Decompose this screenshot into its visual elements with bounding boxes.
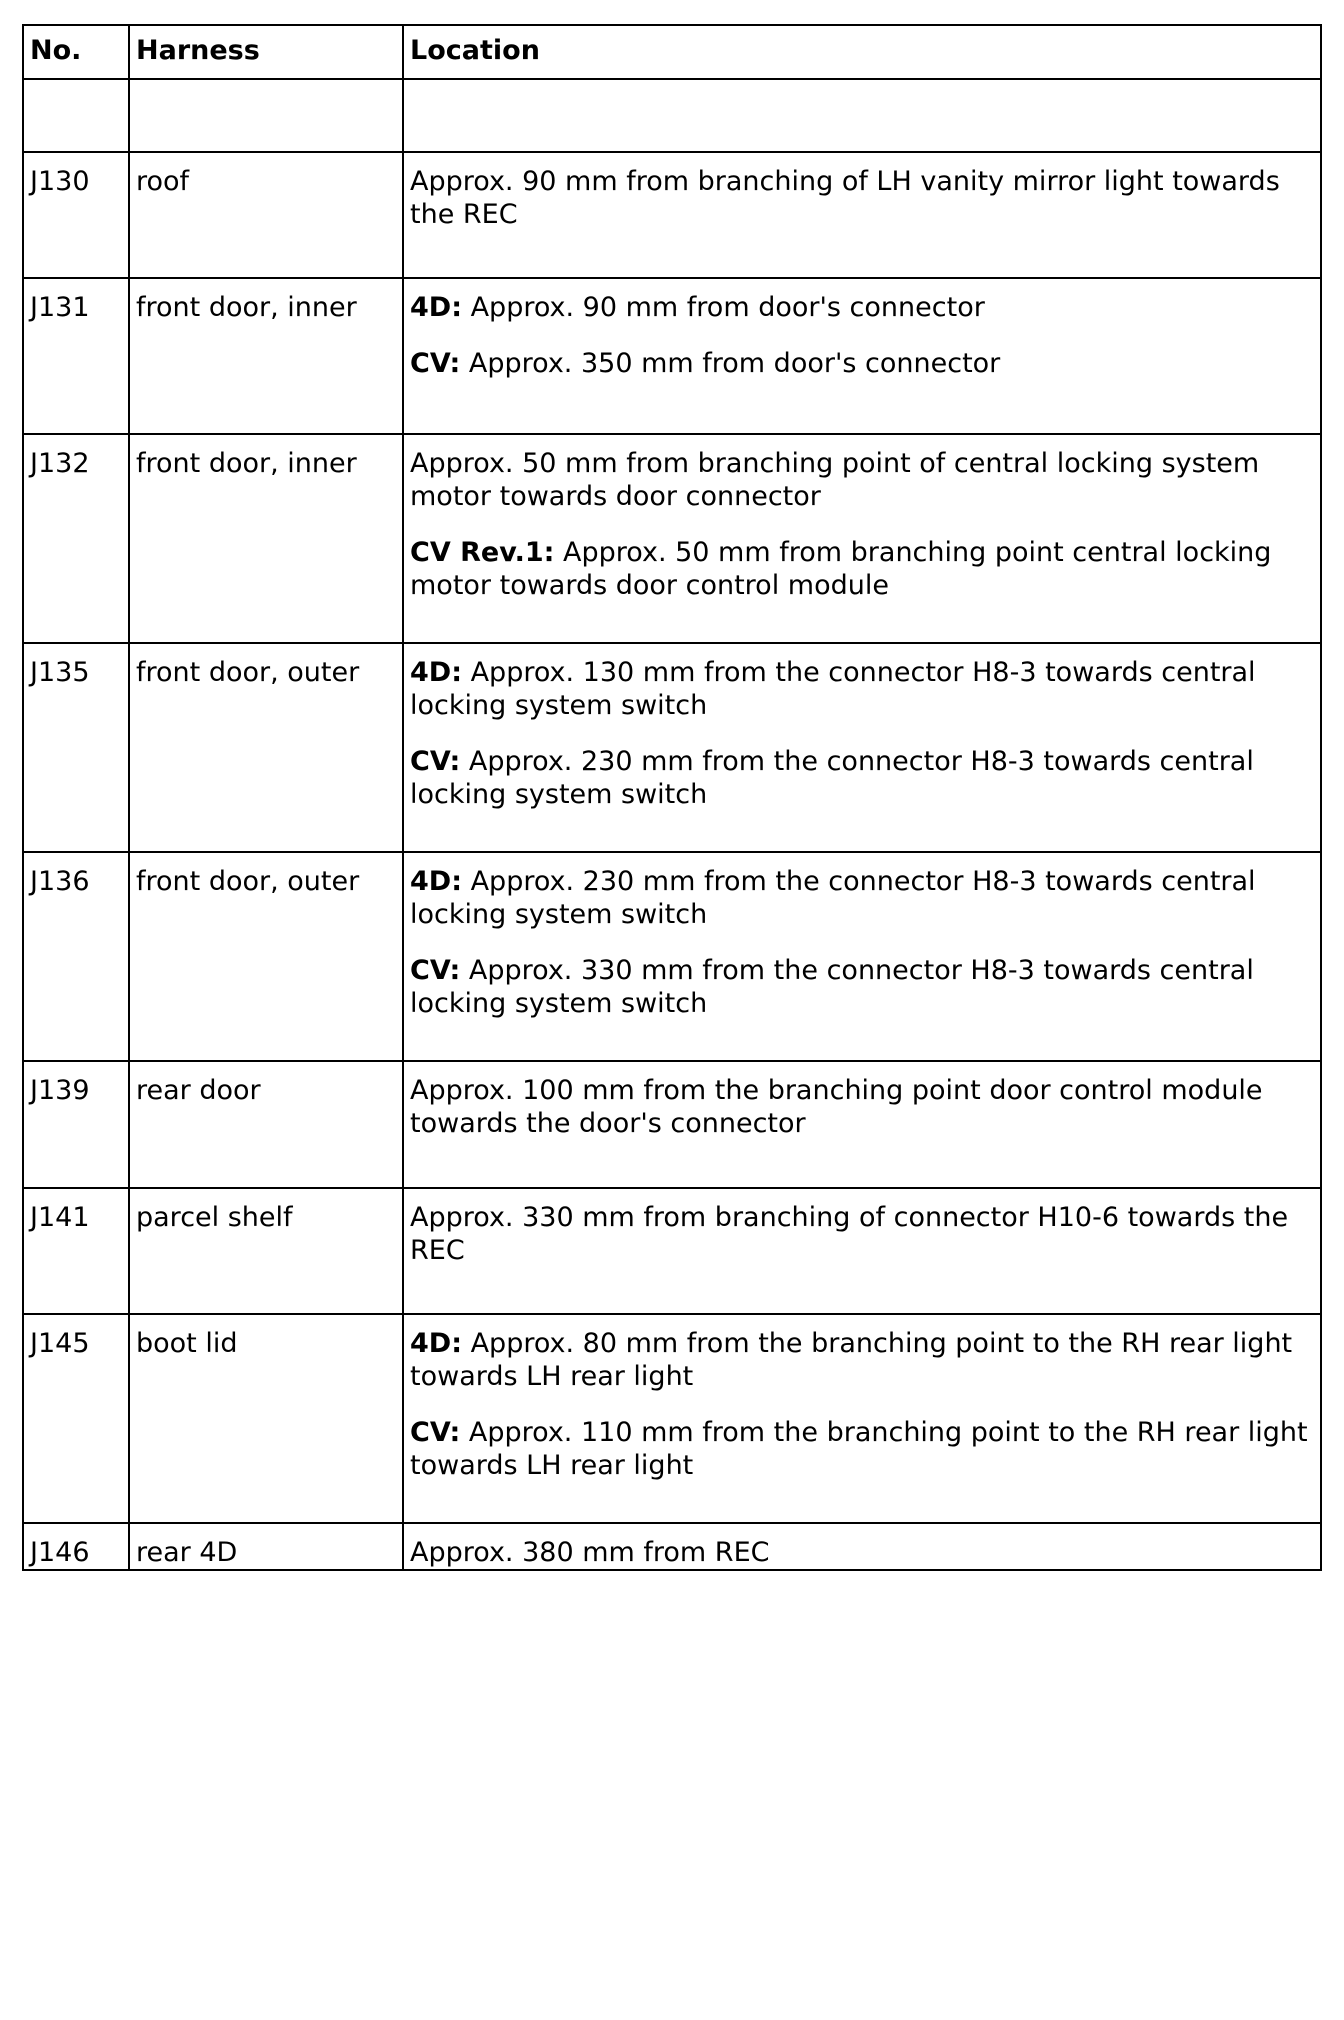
location-text: Approx. 100 mm from the branching point door control module towards the door's connector [410, 1075, 1263, 1139]
location-text: Approx. 130 mm from the connector H8-3 towards central locking system switch [410, 657, 1256, 721]
cell-no: J130 [23, 152, 129, 278]
cell-harness [129, 79, 403, 152]
location-text: Approx. 110 mm from the branching point to the RH rear light towards LH rear light [410, 1417, 1308, 1481]
location-paragraph [410, 1074, 1314, 1140]
cell-no: J136 [23, 852, 129, 1061]
location-paragraph [410, 165, 1314, 231]
location-paragraph [410, 865, 1314, 931]
location-variant-label: 4D: [410, 292, 462, 323]
cell-no: J131 [23, 278, 129, 434]
location-variant-label: 4D: [410, 657, 462, 688]
cell-harness: front door, outer [129, 643, 403, 852]
location-paragraph [410, 745, 1314, 811]
cell-no: J132 [23, 434, 129, 643]
location-variant-label: 4D: [410, 1328, 462, 1359]
location-paragraph [410, 291, 1314, 324]
cell-no: J146 [23, 1523, 129, 1570]
cell-no: J135 [23, 643, 129, 852]
cell-harness: boot lid [129, 1314, 403, 1523]
cell-harness: roof [129, 152, 403, 278]
location-paragraph [410, 1536, 1314, 1569]
location-paragraph [410, 447, 1314, 513]
location-paragraph [410, 656, 1314, 722]
cell-no: J141 [23, 1188, 129, 1314]
location-text: Approx. 350 mm from door's connector [460, 348, 1001, 379]
location-text: Approx. 80 mm from the branching point to the RH rear light towards LH rear light [410, 1328, 1293, 1392]
cell-location [403, 1061, 1321, 1188]
cell-no [23, 79, 129, 152]
cell-harness: parcel shelf [129, 1188, 403, 1314]
location-text: Approx. 380 mm from REC [410, 1537, 770, 1568]
location-text: Approx. 330 mm from branching of connector H10-6 towards the REC [410, 1202, 1289, 1266]
cell-harness: front door, inner [129, 278, 403, 434]
cell-location [403, 1188, 1321, 1314]
location-text: Approx. 50 mm from branching point of central locking system motor towards door connector [410, 448, 1260, 512]
cell-no: J139 [23, 1061, 129, 1188]
cell-location [403, 434, 1321, 643]
table-row [23, 278, 1321, 434]
harness-location-table [22, 24, 1322, 1571]
table-row [23, 643, 1321, 852]
cell-location [403, 79, 1321, 152]
cell-location [403, 1523, 1321, 1570]
location-paragraph [410, 1327, 1314, 1393]
header-no: No. [23, 25, 129, 79]
header-harness: Harness [129, 25, 403, 79]
table-row [23, 434, 1321, 643]
location-text: Approx. 50 mm from branching point central locking motor towards door control module [410, 537, 1272, 601]
location-variant-label: 4D: [410, 866, 462, 897]
header-location: Location [403, 25, 1321, 79]
location-variant-label: CV: [410, 955, 461, 986]
cell-harness: front door, inner [129, 434, 403, 643]
table-header-row [23, 25, 1321, 79]
location-paragraph [410, 347, 1314, 380]
location-text: Approx. 90 mm from door's connector [462, 292, 985, 323]
location-variant-label: CV: [410, 746, 461, 777]
table-row [23, 1188, 1321, 1314]
table-row [23, 852, 1321, 1061]
table-row [23, 79, 1321, 152]
location-paragraph [410, 1201, 1314, 1267]
cell-harness: rear door [129, 1061, 403, 1188]
location-variant-label: CV: [410, 348, 461, 379]
table-row [23, 1314, 1321, 1523]
cell-no: J145 [23, 1314, 129, 1523]
location-text: Approx. 230 mm from the connector H8-3 towards central locking system switch [410, 746, 1254, 810]
cell-location [403, 278, 1321, 434]
cell-location [403, 643, 1321, 852]
location-variant-label: CV: [410, 1417, 461, 1448]
location-paragraph [410, 1416, 1314, 1482]
location-text: Approx. 230 mm from the connector H8-3 towards central locking system switch [410, 866, 1256, 930]
cell-harness: rear 4D [129, 1523, 403, 1570]
table-row [23, 152, 1321, 278]
cell-harness: front door, outer [129, 852, 403, 1061]
location-paragraph [410, 954, 1314, 1020]
location-paragraph [410, 536, 1314, 602]
table-row [23, 1061, 1321, 1188]
cell-location [403, 1314, 1321, 1523]
table-row [23, 1523, 1321, 1570]
location-text: Approx. 90 mm from branching of LH vanity mirror light towards the REC [410, 166, 1280, 230]
table-body [23, 79, 1321, 1570]
cell-location [403, 852, 1321, 1061]
cell-location [403, 152, 1321, 278]
location-text: Approx. 330 mm from the connector H8-3 towards central locking system switch [410, 955, 1254, 1019]
location-variant-label: CV Rev.1: [410, 537, 555, 568]
